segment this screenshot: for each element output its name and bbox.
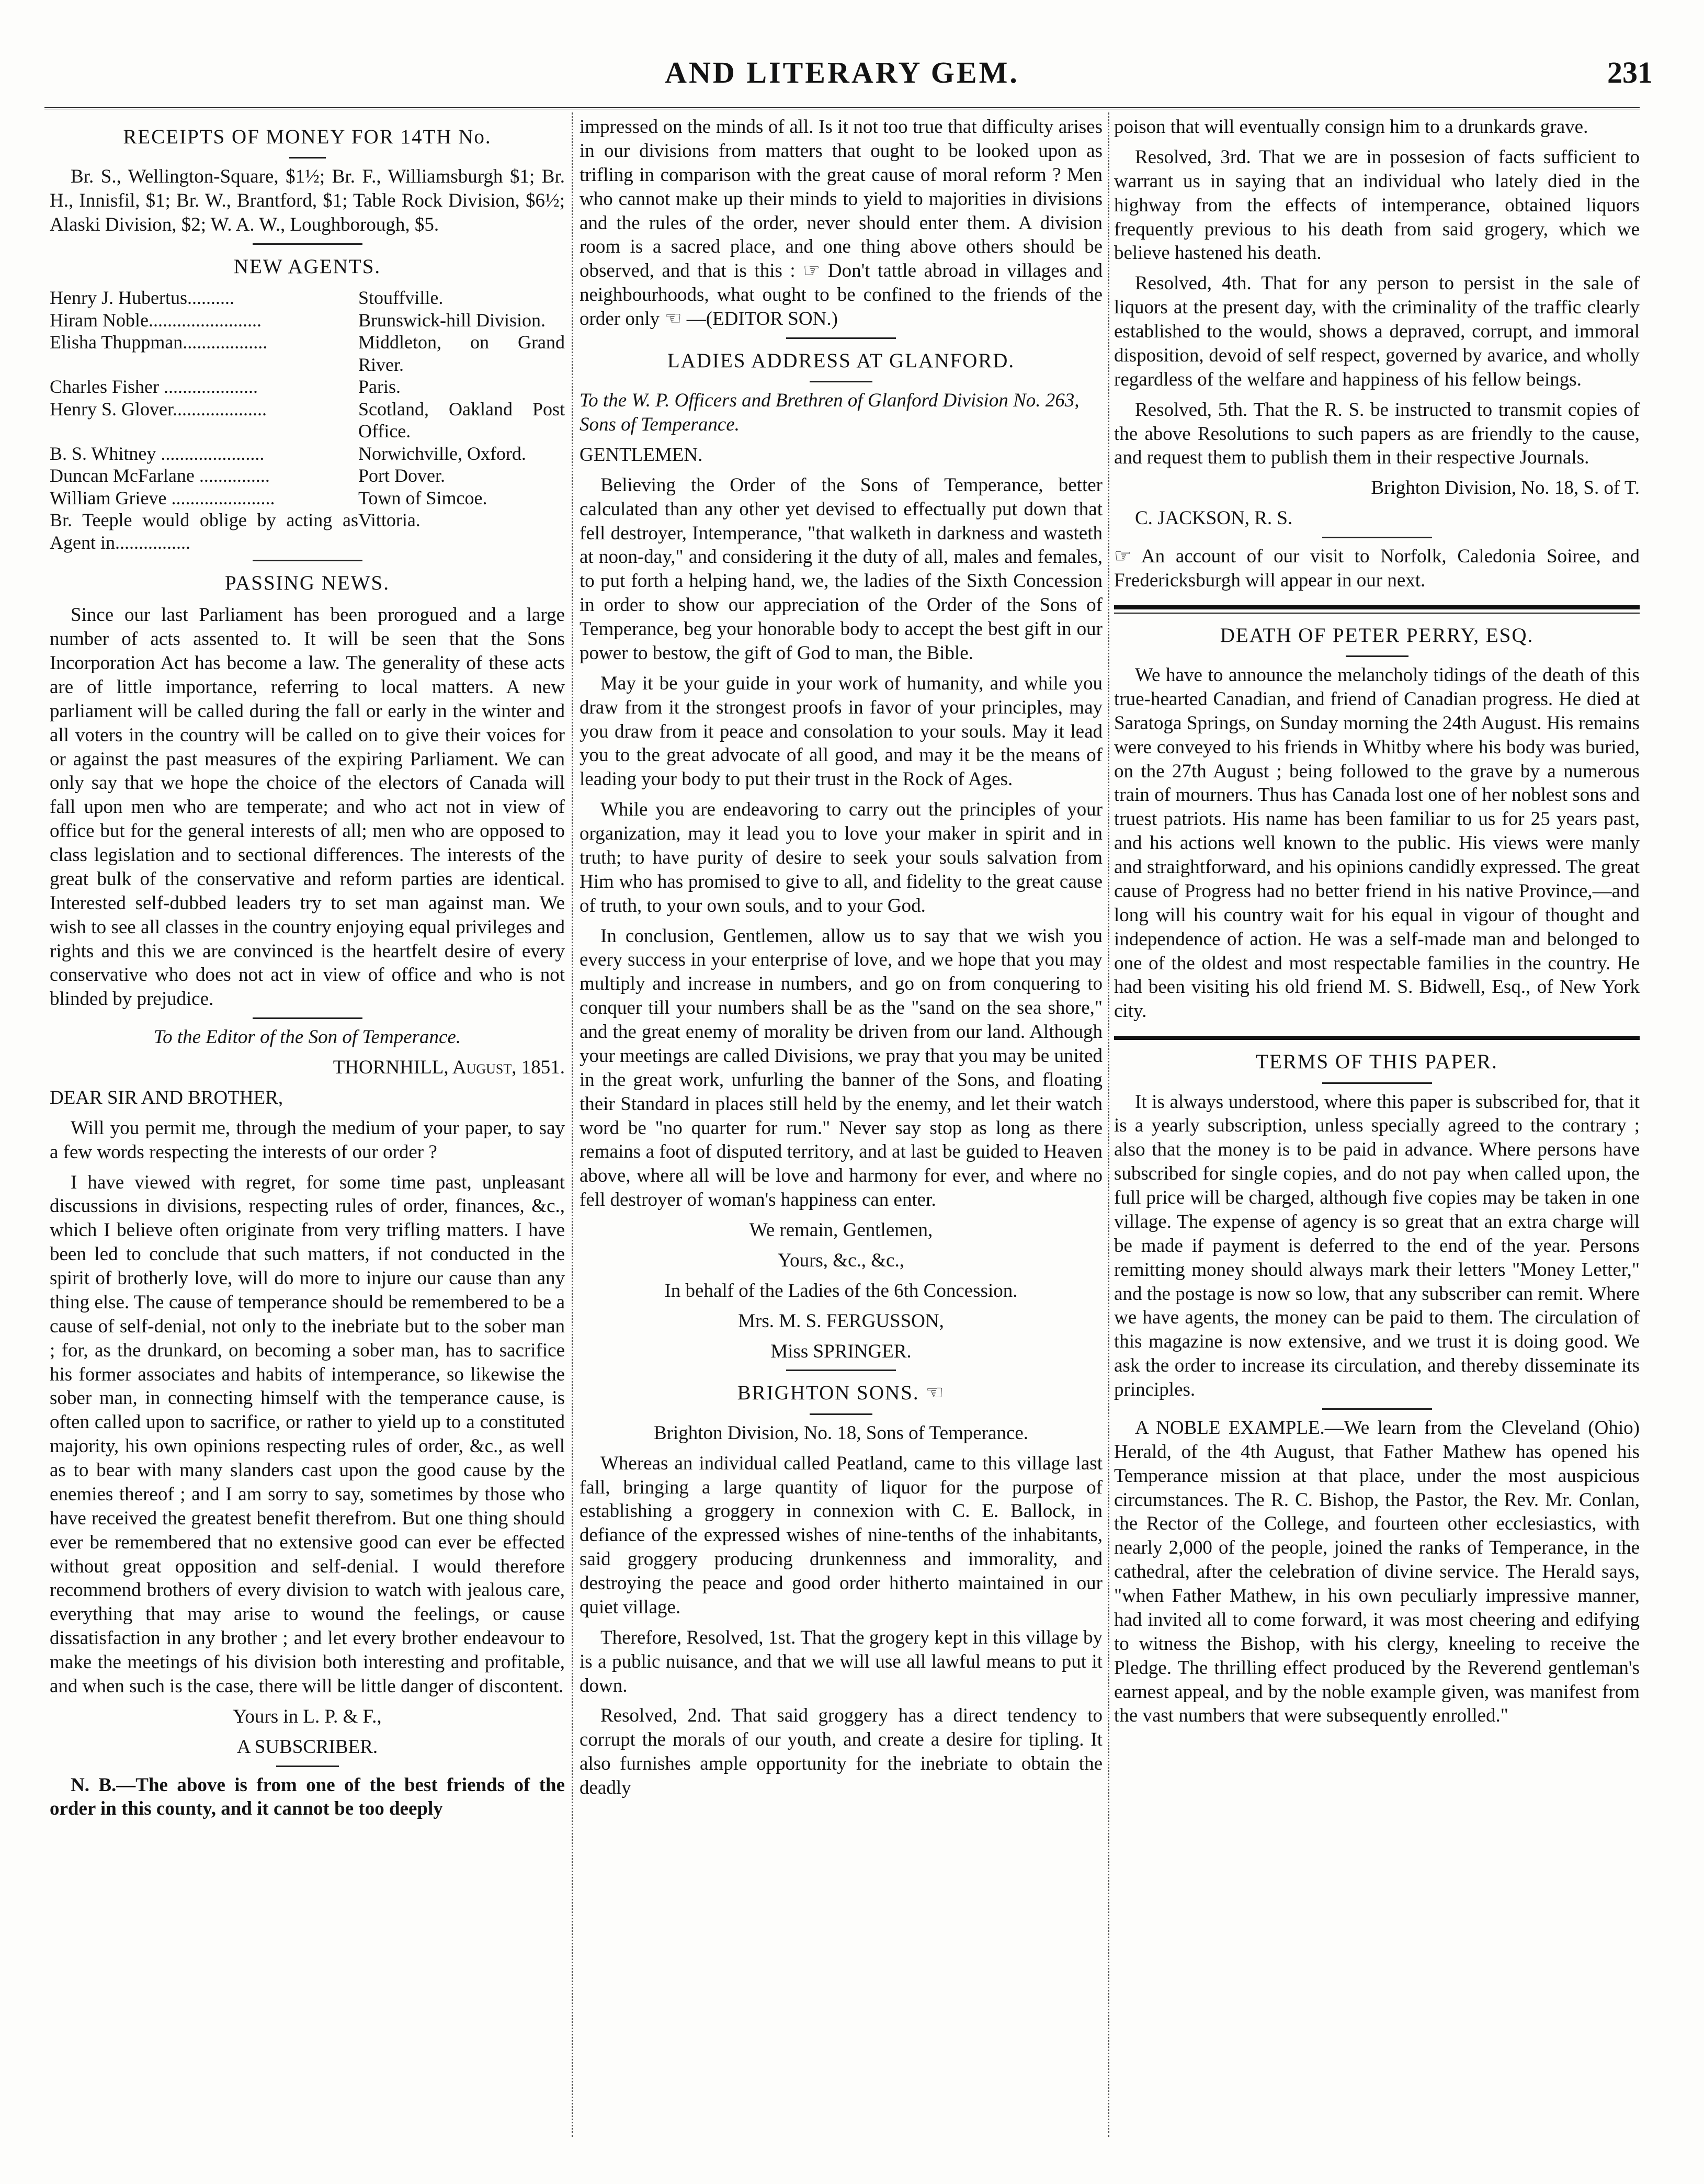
brighton-paragraph: Whereas an individual called Peatland, came to this village last fall, bringing a large quantity of liquor for the purpose of establishing a groggery in connexion with C. E. Ballock, in defiance of the expressed wishes of nine-tenths of the inhabitants, said groggery producing drunkenness and immorality, and destroying the peace and good order hitherto maintained in our quiet village.: [580, 1452, 1103, 1618]
terms-heading: TERMS OF THIS PAPER.: [1256, 1050, 1498, 1073]
visit-note: ☞ An account of our visit to Norfolk, Caledonia Soiree, and Fredericksburgh will appear in our next.: [1114, 546, 1640, 591]
list-item: Elisha Thuppman.................. Middleton, on Grand River.: [50, 332, 565, 375]
divider: [1322, 1082, 1432, 1084]
divider: [1322, 537, 1432, 538]
divider: [253, 1017, 362, 1019]
receipts-heading: RECEIPTS OF MONEY FOR 14TH No.: [123, 126, 492, 148]
list-item: Henry S. Glover.................... Scotland, Oakland Post Office.: [50, 398, 565, 442]
ladies-paragraph: May it be your guide in your work of humanity, and while you draw from it the strongest proofs in favor of your principles, may you draw from it peace and consolation to your souls. May it lead you to the great advocate of all good, and may it be the means of leading your body to put their trust in the Rock of Ages.: [580, 672, 1103, 790]
ladies-heading: LADIES ADDRESS AT GLANFORD.: [667, 349, 1015, 372]
ladies-signature: Miss SPRINGER.: [770, 1340, 912, 1362]
nb-note: N. B.—The above is from one of the best friends of the order in this county, and it cannot be too deeply: [50, 1774, 565, 1820]
brighton-paragraph: Therefore, Resolved, 1st. That the grogery kept in this village by is a public nuisance, and that we will use all lawful means to put it down.: [580, 1626, 1103, 1696]
letter-address: To the Editor of the Son of Temperance.: [153, 1026, 461, 1048]
noble-example-text: A NOBLE EXAMPLE.—We learn from the Cleveland (Ohio) Herald, of the 4th August, that Father Mathew has opened his Temperance mission at that place, under the most auspicious circumstances. The R. C. Bishop, the Pastor, the Rev. Mr. Conlan, the Rector of the College, and fourteen other ecclesiastics, with nearly 2,000 of the people, joined the ranks of Temperance, in the cathedral, after the celebration of divine service. The Herald says, "when Father Mathew, in his own peculiarly impressive manner, had invited all to come forward, it was most cheering and edifying to witness the Bishop, with his clergy, kneeling to receive the Pledge. The thrilling effect produced by the Reverend gentleman's earnest appeal, and by the noble example given, was manifest from the vast numbers that were subsequently enrolled.": [1114, 1417, 1640, 1727]
list-item: Charles Fisher .................... Paris.: [50, 376, 401, 398]
list-item: Duncan McFarlane ............... Port Dover.: [50, 465, 445, 486]
ladies-closing: We remain, Gentlemen,: [749, 1219, 933, 1241]
news-text: Since our last Parliament has been prorogued and a large number of acts assented to. It will be seen that the Sons Incorporation Act has become a law. The generality of these acts are of little importance, referring to local matters. A new parliament will be called during the fall or early in the winter and all voters in the country will be called on to give their voices for or against the past measures of the expiring Parliament. We can only say that we hope the choice of the electors of Canada will fall upon men who are temperate; and who act not in view of office but for the general interests of all; men who are opposed to class legislation and to sectional differences. The interests of the great bulk of the conservative and reform parties are identical. Interested self-dubbed leaders try to set man against man. We wish to see all classes in the country enjoying equal privileges and rights and this we are convinced is the heartfelt desire of every conservative who does not act in view of office and who is not blinded by prejudice.: [50, 604, 565, 1010]
letter-paragraph: Will you permit me, through the medium of your paper, to say a few words respecting the interests of our order ?: [50, 1117, 565, 1163]
column-2: [580, 115, 1103, 1806]
divider: [810, 1413, 872, 1415]
brighton-paragraph: Resolved, 2nd. That said groggery has a direct tendency to corrupt the morals of our youth, and create a desire for tipling. It also furnishes ample opportunity for the inebriate to obtain the deadly: [580, 1705, 1103, 1799]
resolution-paragraph: Resolved, 4th. That for any person to persist in the sale of liquors at the present day, with the criminality of the traffic clearly established to the would, shows a depraved, corrupt, and immoral disposition, devoid of self respect, governed by avarice, and wholly regardless of the welfare and happiness of his fellow beings.: [1114, 273, 1640, 390]
section-rule: [1114, 1036, 1640, 1040]
letter-salutation: DEAR SIR AND BROTHER,: [50, 1087, 283, 1108]
page-header: [31, 55, 1653, 102]
letter-paragraph: I have viewed with regret, for some time past, unpleasant discussions in divisions, respecting rules of order, finances, &c., which I believe often originate from very trifling matters. I have been led to conclude that such matters, if not conducted in the spirit of brotherly love, will do more to injure our cause than any thing else. The cause of temperance should be remembered to be a cause of self-denial, not only to the inebriate but to the sober man ; for, as the drunkard, on becoming a sober man, has to sacrifice his former associates and habits of intemperance, so likewise the sober man, in connecting himself with the temperance cause, is often called upon to sacrifice, or rather to yield up to a constituted majority, his own opinions respecting rules of order, &c., as well as to bear with many slanders cast upon the good cause by the enemies thereof ; and I am sorry to say, sometimes by those who have received the greatest benefit therefrom. But one thing should ever be remembered that no extensive good can ever be effected without great opposition and self-denial. I would therefore recommend brothers of every division to watch with jealous care, everything that may arise to wound the feelings, or cause dissatisfaction in any brother ; and let every brother endeavour to make the meetings of his division both interesting and profitable, and when such is the case, there will be little danger of discontent.: [50, 1171, 565, 1697]
column-3: [1114, 115, 1640, 1734]
ladies-closing: In behalf of the Ladies of the 6th Concession.: [664, 1280, 1018, 1302]
death-heading: DEATH OF PETER PERRY, ESQ.: [1220, 624, 1534, 647]
letter-dateline: THORNHILL, August, 1851.: [333, 1057, 565, 1079]
resolution-signature: C. JACKSON, R. S.: [1135, 507, 1293, 529]
ladies-paragraph: While you are endeavoring to carry out the principles of your organization, may it lead you to love your maker in spirit and in truth; to have purity of desire to seek your souls salvation from Him who has promised to give to all, and fidelity to the great cause of truth, to your own souls, and to your God.: [580, 799, 1103, 916]
divider: [253, 243, 362, 245]
ladies-paragraph: Believing the Order of the Sons of Temperance, better calculated than any other yet devised to effectually put down that fell destroyer, Intemperance, "that walketh in darkness and wasteth at noon-day," and considering it the duty of all, males and females, to put forth a helping hand, we, the ladies of the Sixth Concession in order to show our appreciation of the Order of the Sons of Temperance, beg your honorable body to accept the best gift in our power to bestow, the gift of God to man, the Bible.: [580, 474, 1103, 664]
news-heading: PASSING NEWS.: [225, 571, 390, 594]
divider: [276, 1766, 339, 1767]
running-title: AND LITERARY GEM.: [665, 55, 1019, 89]
list-item: Hiram Noble........................ Brunswick-hill Division.: [50, 309, 546, 331]
terms-text: It is always understood, where this paper is subscribed for, that it is a yearly subscription, unless specially agreed to the contrary ; also that the money is to be paid in advance. Where persons have subscribed for single copies, and do not pay when called upon, the full price will be charged, although five copies may be taken in one village. The expense of agency is so great that an extra charge will be made if payment is deferred to the end of the year. Persons remitting money should always mark their letters "Money Letter," and the postage is now so low, that any subscriber can remit. Where we have agents, the money can be paid to them. The circulation of this magazine is now extensive, and we trust it is doing good. We ask the order to increase its circulation, and thereby disseminate its principles.: [1114, 1091, 1640, 1401]
receipts-text: Br. S., Wellington-Square, $1½; Br. F., Williamsburgh $1; Br. H., Innisfil, $1; Br. W., Brantford, $1; Table Rock Division, $6½; Alaski Division, $2; W. A. W., Loughborough, $5.: [50, 166, 565, 236]
agents-heading: NEW AGENTS.: [233, 255, 381, 278]
list-item: Henry J. Hubertus.......... Stouffville.: [50, 287, 444, 309]
column-divider-2: [1108, 112, 1109, 2137]
column-divider-1: [572, 112, 573, 2137]
ladies-signature: Mrs. M. S. FERGUSSON,: [738, 1310, 944, 1332]
divider: [1346, 655, 1408, 657]
list-item: Br. Teeple would oblige by acting as Agent in................ Vittoria.: [50, 510, 421, 553]
ladies-address: To the W. P. Officers and Brethren of Glanford Division No. 263, Sons of Temperance.: [580, 390, 1080, 436]
letter-signature: A SUBSCRIBER.: [236, 1736, 378, 1758]
ladies-salutation: GENTLEMEN.: [580, 444, 703, 466]
header-rule: [44, 107, 1640, 109]
brighton-heading: BRIGHTON SONS. ☜: [737, 1382, 945, 1405]
ladies-closing: Yours, &c., &c.,: [778, 1249, 904, 1271]
editorial-continuation: impressed on the minds of all. Is it not too true that difficulty arises in our divisions from matters that ought to be looked upon as trifling in comparison with the great cause of moral reform ? Men who cannot make up their minds to yield to majorities in divisions and the rules of the order, never should enter them. A division room is a sacred place, and one thing above others should be observed, and that is this : ☞ Don't tattle abroad in villages and neighbourhoods, what ought to be confined to the friends of the order only ☜ —(EDITOR SON.): [580, 116, 1103, 330]
list-item: William Grieve ...................... Town of Simcoe.: [50, 487, 487, 508]
divider: [289, 157, 326, 159]
column-1: [50, 115, 565, 1827]
divider: [810, 381, 872, 382]
death-text: We have to announce the melancholy tidings of the death of this true-hearted Canadian, and friend of Canadian progress. He died at Saratoga Springs, on Sunday morning the 24th August. His remains were conveyed to his friends in Whitby where his body was buried, on the 27th August ; being followed to the grave by a numerous train of mourners. Thus has Canada lost one of her noblest sons and truest patriots. His name has been familiar to us for 25 years past, and his actions well known to the public. His views were manly and straightforward, and his opinions candidly expressed. The great cause of Progress had no better friend in his native Province,—and long will his country wait for his equal in vigour of thought and independence of action. He was a self-made man and belonged to one of the oldest and most respectable families in the country. He had been visiting his old friend M. S. Bidwell, Esq., of New York city.: [1114, 664, 1640, 1022]
resolution-signature: Brighton Division, No. 18, S. of T.: [1371, 477, 1640, 499]
agents-list: [50, 287, 565, 553]
list-item: B. S. Whitney ...................... Norwichville, Oxford.: [50, 443, 526, 464]
resolution-continuation: poison that will eventually consign him to a drunkards grave.: [1114, 116, 1588, 138]
ladies-paragraph: In conclusion, Gentlemen, allow us to say that we wish you every success in your enterprise of love, and we hope that you may multiply and increase in numbers, and go on from conquering to conquer till your numbers shall be as the "sand on the sea shore," and the great enemy of morality be driven from our land. Although your meetings are called Divisions, we pray that you may be united in the great work, unfurling the banner of the Sons, and floating their Standard in places still held by the enemy, and let their watch word be "no quarter for rum." Never say stop as long as there remains a foot of disputed territory, and at last be guided to Heaven above, where all will be love and harmony for ever, and where no fell destroyer of woman's happiness can enter.: [580, 925, 1103, 1211]
page-number: 231: [1607, 55, 1653, 89]
brighton-subheading: Brighton Division, No. 18, Sons of Temperance.: [653, 1422, 1029, 1444]
divider: [1322, 1408, 1432, 1410]
divider: [786, 1370, 896, 1371]
resolution-paragraph: Resolved, 5th. That the R. S. be instructed to transmit copies of the above Resolutions to such papers as are friendly to the cause, and request them to publish them in their respective Journals.: [1114, 399, 1640, 469]
section-rule: [1114, 605, 1640, 609]
divider: [253, 560, 362, 561]
section-rule: [1114, 613, 1640, 614]
letter-signoff: Yours in L. P. & F.,: [233, 1705, 382, 1727]
resolution-paragraph: Resolved, 3rd. That we are in possesion of facts sufficient to warrant us in saying that an individual who lately died in the highway from the effects of intemperance, obtained liquors frequently previous to his death from said grogery, which we believe hastened his death.: [1114, 146, 1640, 264]
divider: [786, 337, 896, 339]
